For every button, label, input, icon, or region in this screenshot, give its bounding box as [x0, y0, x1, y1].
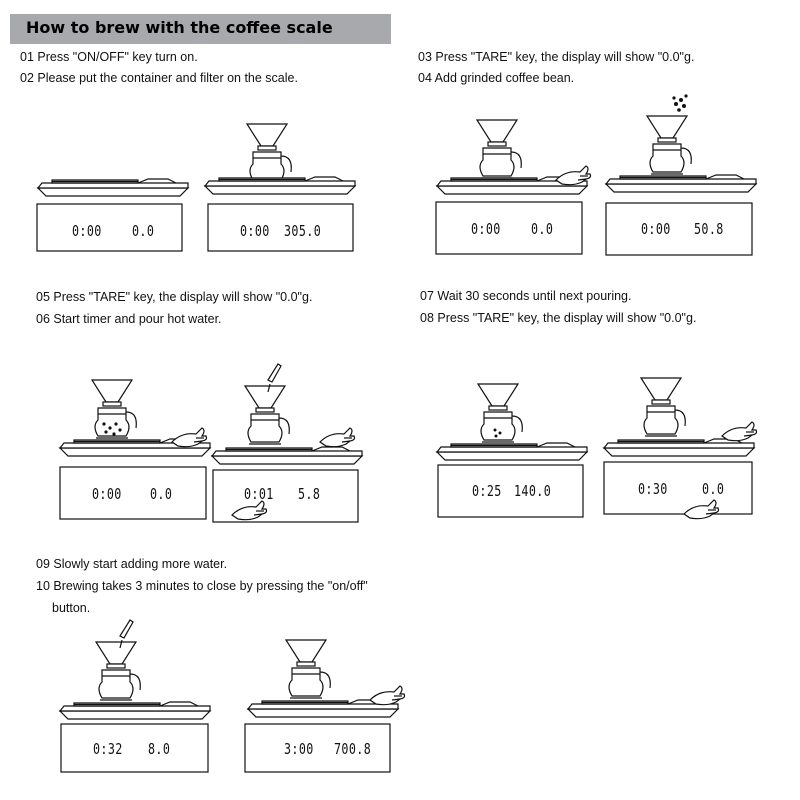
display-6-weight: 5.8	[298, 485, 321, 503]
scale-display-1	[37, 204, 182, 251]
scale-display-3	[436, 202, 582, 254]
page-title: How to brew with the coffee scale	[26, 18, 333, 37]
display-5-weight: 0.0	[150, 485, 173, 503]
display-9-time: 0:32	[93, 740, 123, 758]
display-10-time: 3:00	[284, 740, 314, 758]
display-5-time: 0:00	[92, 485, 122, 503]
display-4-time: 0:00	[641, 220, 671, 238]
display-10-weight: 700.8	[334, 740, 372, 758]
scale-display-8	[604, 462, 752, 514]
display-3-time: 0:00	[471, 220, 501, 238]
display-1-time: 0:00	[72, 222, 102, 240]
step-10: 10 Brewing takes 3 minutes to close by pressing the "on/off"	[36, 579, 368, 593]
step-06: 06 Start timer and pour hot water.	[36, 312, 222, 326]
scale-display-4	[606, 203, 752, 255]
step-08: 08 Press "TARE" key, the display will show "0.0"g.	[420, 311, 697, 325]
display-8-time: 0:30	[638, 480, 668, 498]
step-10-continued: button.	[52, 601, 91, 615]
display-1-weight: 0.0	[132, 222, 155, 240]
scale-display-5	[60, 467, 206, 519]
step-02: 02 Please put the container and filter on the scale.	[20, 71, 298, 85]
display-7-weight: 140.0	[514, 482, 552, 500]
display-2-time: 0:00	[240, 222, 270, 240]
display-3-weight: 0.0	[531, 220, 554, 238]
scale-display-7	[438, 465, 583, 517]
display-6-time: 0:01	[244, 485, 274, 503]
step-01: 01 Press "ON/OFF" key turn on.	[20, 50, 198, 64]
display-4-weight: 50.8	[694, 220, 724, 238]
display-2-weight: 305.0	[284, 222, 322, 240]
step-03: 03 Press "TARE" key, the display will show "0.0"g.	[418, 50, 695, 64]
step-05: 05 Press "TARE" key, the display will show "0.0"g.	[36, 290, 313, 304]
display-9-weight: 8.0	[148, 740, 171, 758]
step-09: 09 Slowly start adding more water.	[36, 557, 228, 571]
scale-display-9	[61, 724, 208, 772]
step-04: 04 Add grinded coffee bean.	[418, 71, 575, 85]
display-8-weight: 0.0	[702, 480, 725, 498]
display-7-time: 0:25	[472, 482, 502, 500]
scale-display-2	[208, 204, 353, 251]
step-07: 07 Wait 30 seconds until next pouring.	[420, 289, 632, 303]
